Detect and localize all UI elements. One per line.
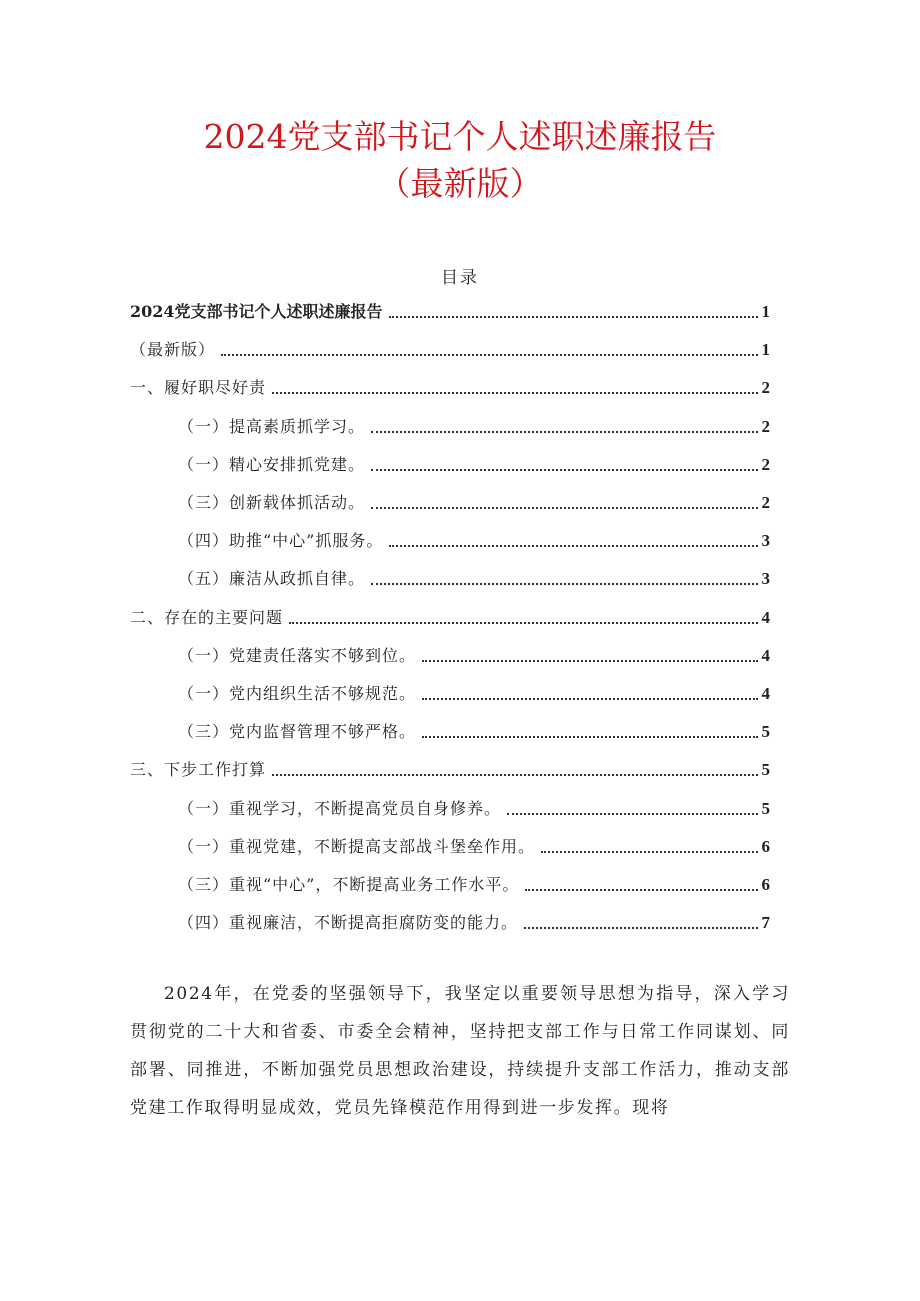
toc-entry-label: 2024党支部书记个人述职述廉报告 xyxy=(130,302,383,321)
toc-entry[interactable] xyxy=(178,716,770,742)
toc-entry-page: 7 xyxy=(761,913,770,932)
toc-entry-label: （一）党建责任落实不够到位。 xyxy=(178,646,417,665)
toc-entry[interactable] xyxy=(178,449,770,475)
toc-entry[interactable] xyxy=(178,487,770,513)
toc-entry-label: （一）精心安排抓党建。 xyxy=(178,455,366,474)
toc-entry-label: （五）廉洁从政抓自律。 xyxy=(178,569,366,588)
toc-entry[interactable] xyxy=(178,869,770,895)
toc-dot-leader xyxy=(422,684,757,700)
toc-entry-page: 3 xyxy=(761,531,770,550)
toc-entry-label: （最新版） xyxy=(130,340,216,359)
toc-entry-page: 6 xyxy=(761,875,770,894)
toc-entry-label: 三、下步工作打算 xyxy=(130,760,267,779)
toc-entry-label: 一、履好职尽好责 xyxy=(130,378,267,397)
toc-entry[interactable] xyxy=(130,296,770,322)
toc-dot-leader xyxy=(422,646,757,662)
toc-entry-page: 6 xyxy=(761,837,770,856)
toc-entry-page: 1 xyxy=(761,302,770,321)
toc-entry-page: 4 xyxy=(761,608,770,627)
toc-entry-label: （四）助推“中心”抓服务。 xyxy=(178,531,384,550)
toc-entry-page: 5 xyxy=(761,722,770,741)
toc-entry[interactable] xyxy=(178,793,770,819)
toc-entry-page: 1 xyxy=(761,340,770,359)
toc-entry[interactable] xyxy=(178,525,770,551)
toc-entry[interactable] xyxy=(178,411,770,437)
toc-dot-leader xyxy=(371,569,757,585)
toc-entry[interactable] xyxy=(178,907,770,933)
toc-entry-label: （三）党内监督管理不够严格。 xyxy=(178,722,417,741)
toc-entry-page: 4 xyxy=(761,684,770,703)
document-subtitle: （最新版） xyxy=(377,164,543,203)
toc-dot-leader xyxy=(371,417,757,433)
toc-dot-leader xyxy=(289,608,757,624)
toc-entry-label: （一）重视党建，不断提高支部战斗堡垒作用。 xyxy=(178,837,536,856)
toc-entry-label: （三）创新载体抓活动。 xyxy=(178,493,366,512)
toc-entry-page: 5 xyxy=(761,799,770,818)
toc-entry-label: （四）重视廉洁，不断提高拒腐防变的能力。 xyxy=(178,913,519,932)
toc-entry[interactable] xyxy=(130,602,770,628)
toc-dot-leader xyxy=(371,493,757,509)
toc-dot-leader xyxy=(272,378,757,394)
toc-dot-leader xyxy=(507,799,757,815)
toc-entry[interactable] xyxy=(130,754,770,780)
toc-entry[interactable] xyxy=(130,372,770,398)
toc-entry[interactable] xyxy=(178,563,770,589)
toc-entry-label: （一）提高素质抓学习。 xyxy=(178,417,366,436)
toc-dot-leader xyxy=(389,302,758,318)
toc-entry[interactable] xyxy=(130,334,770,360)
toc-entry-page: 3 xyxy=(761,569,770,588)
toc-entry[interactable] xyxy=(178,678,770,704)
toc-dot-leader xyxy=(524,913,757,929)
toc-heading: 目录 xyxy=(441,268,479,288)
toc-dot-leader xyxy=(389,531,757,547)
toc-dot-leader xyxy=(272,760,757,776)
toc-dot-leader xyxy=(371,455,757,471)
toc-entry-page: 2 xyxy=(761,417,770,436)
body-paragraph: 2024年，在党委的坚强领导下，我坚定以重要领导思想为指导，深入学习贯彻党的二十大和省委、市委全会精神，坚持把支部工作与日常工作同谋划、同部署、同推进，不断加强党员思想政治建设，持续提升支部工作活力，推动支部党建工作取得明显成效，党员先锋模范作用得到进一步发挥。现将 xyxy=(130,984,790,1118)
document-title: 2024党支部书记个人述职述廉报告 xyxy=(203,117,717,156)
toc-entry-page: 5 xyxy=(761,760,770,779)
toc-dot-leader xyxy=(541,837,757,853)
toc-dot-leader xyxy=(221,340,757,356)
toc-dot-leader xyxy=(525,875,757,891)
toc-entry-label: 二、存在的主要问题 xyxy=(130,608,284,627)
toc-entry-label: （一）重视学习，不断提高党员自身修养。 xyxy=(178,799,502,818)
toc-entry-page: 2 xyxy=(761,455,770,474)
toc-entry-page: 2 xyxy=(761,378,770,397)
toc-entry-page: 4 xyxy=(761,646,770,665)
toc-entry-label: （一）党内组织生活不够规范。 xyxy=(178,684,417,703)
toc-entry-page: 2 xyxy=(761,493,770,512)
toc-entry[interactable] xyxy=(178,831,770,857)
toc-entry-label: （三）重视“中心”，不断提高业务工作水平。 xyxy=(178,875,520,894)
toc-entry[interactable] xyxy=(178,640,770,666)
toc-dot-leader xyxy=(422,722,757,738)
